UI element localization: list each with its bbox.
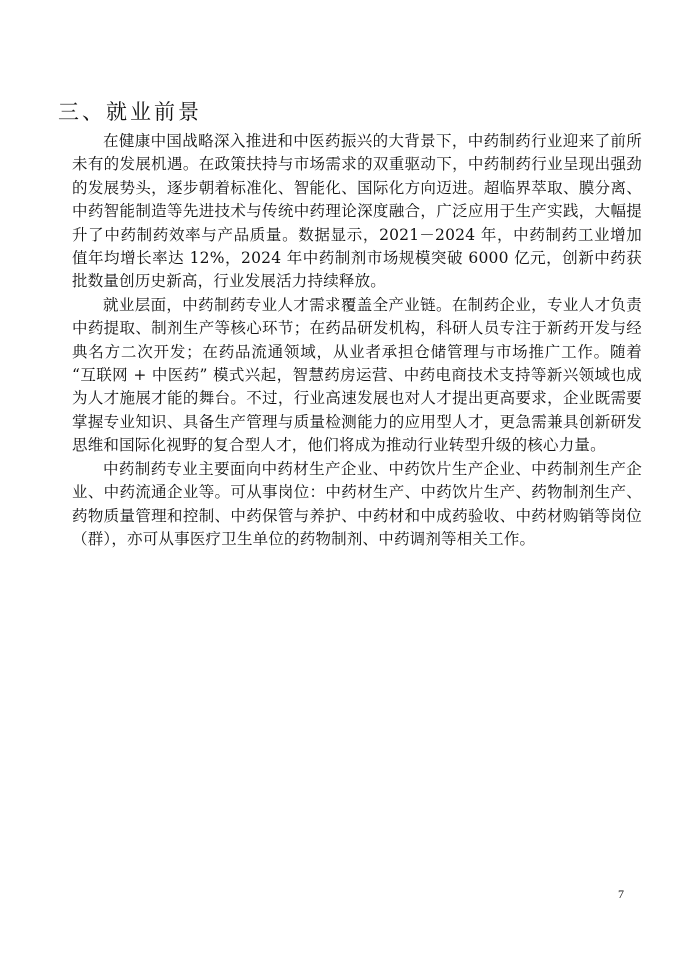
section-heading: 三、就业前景: [58, 100, 202, 124]
page-number: 7: [618, 887, 624, 901]
paragraph-employment-demand: 就业层面，中药制药专业人才需求覆盖全产业链。在制药企业，专业人才负责中药提取、制剂生产等核心环节；在药品研发机构，科研人员专注于新药开发与经典名方二次开发；在药品流通领域，从业者承担仓储管理与市场推广工作。随着 “互联网 + 中医药” 模式兴起，智慧药房运营、中药电商技术支持等新兴领域也成为人才施展才能的舞台。不过，行业高速发展也对人才提出更高要求，企业既需要掌握专业知识、具备生产管理与质量检测能力的应用型人才，更急需兼具创新研发思维和国际化视野的复合型人才，他们将成为推动行业转型升级的核心力量。: [72, 295, 642, 455]
paragraph-industry-outlook: 在健康中国战略深入推进和中医药振兴的大背景下，中药制药行业迎来了前所未有的发展机遇。在政策扶持与市场需求的双重驱动下，中药制药行业呈现出强劲的发展势头，逐步朝着标准化、智能化、国际化方向迈进。超临界萃取、膜分离、中药智能制造等先进技术与传统中药理论深度融合，广泛应用于生产实践，大幅提升了中药制药效率与产品质量。数据显示，2021－2024 年，中药制药工业增加值年均增长率达 12%，2024 年中药制剂市场规模突破 6000 亿元，创新中药获批数量创历史新高，行业发展活力持续释放。: [72, 132, 642, 291]
body-text: [72, 130, 642, 551]
paragraph-career-positions: 中药制药专业主要面向中药材生产企业、中药饮片生产企业、中药制剂生产企业、中药流通企业等。可从事岗位：中药材生产、中药饮片生产、药物制剂生产、药物质量管理和控制、中药保管与养护、中药材和中成药验收、中药材购销等岗位（群），亦可从事医疗卫生单位的药物制剂、中药调剂等相关工作。: [72, 459, 642, 548]
